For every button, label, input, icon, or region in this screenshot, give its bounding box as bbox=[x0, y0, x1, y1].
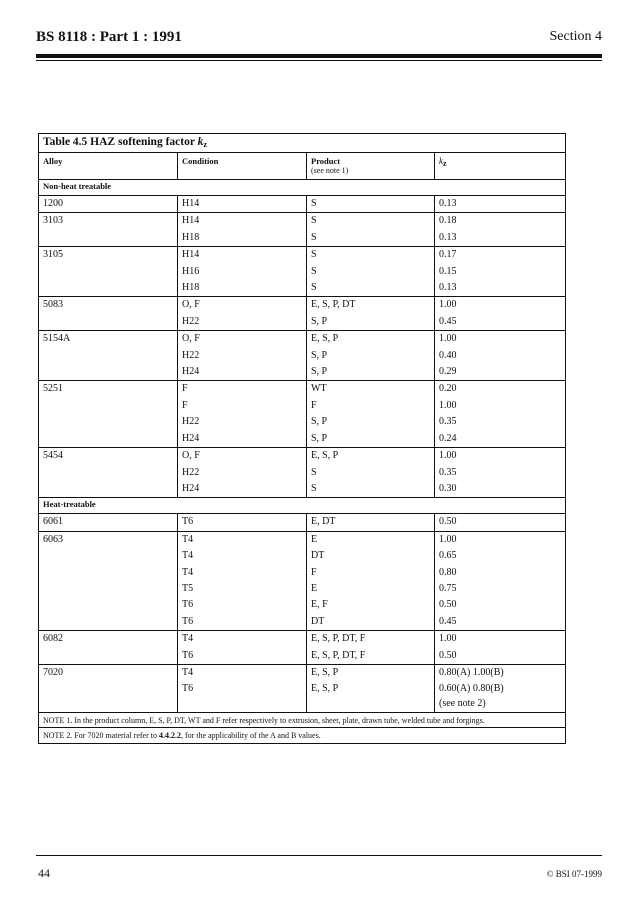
page-number: 44 bbox=[38, 866, 50, 880]
alloy-cell bbox=[39, 581, 178, 597]
kz-cell: 0.75 bbox=[435, 581, 566, 597]
kz-cell: 0.50 bbox=[435, 648, 566, 665]
condition-cell: H16 bbox=[178, 264, 307, 280]
table-title bbox=[38, 133, 566, 152]
kz-cell: 0.13 bbox=[435, 280, 566, 297]
table-row bbox=[39, 614, 566, 631]
product-cell: S bbox=[307, 465, 435, 481]
alloy-cell bbox=[39, 481, 178, 498]
product-cell: DT bbox=[307, 614, 435, 631]
condition-cell: H24 bbox=[178, 431, 307, 448]
table-row bbox=[39, 213, 566, 230]
condition-cell: T4 bbox=[178, 664, 307, 681]
product-cell: E, S, P, DT, F bbox=[307, 648, 435, 665]
kz-cell: 0.80(A) 1.00(B) bbox=[435, 664, 566, 681]
product-cell: S, P bbox=[307, 348, 435, 364]
alloy-cell: 1200 bbox=[39, 196, 178, 213]
alloy-cell bbox=[39, 230, 178, 247]
product-cell: S, P bbox=[307, 414, 435, 430]
condition-cell: H22 bbox=[178, 414, 307, 430]
product-cell: S bbox=[307, 247, 435, 264]
product-cell: E, S, P bbox=[307, 448, 435, 465]
table-row bbox=[39, 364, 566, 381]
header-rule-thick bbox=[36, 54, 602, 58]
kz-cell: 0.80 bbox=[435, 565, 566, 581]
column-header-condition: Condition bbox=[178, 153, 307, 180]
column-header-kz bbox=[435, 153, 566, 180]
condition-cell: T4 bbox=[178, 631, 307, 648]
condition-cell: T6 bbox=[178, 614, 307, 631]
alloy-cell bbox=[39, 264, 178, 280]
table-row bbox=[39, 531, 566, 548]
kz-cell: 0.45 bbox=[435, 314, 566, 331]
alloy-cell: 3103 bbox=[39, 213, 178, 230]
group-header-row bbox=[39, 180, 566, 196]
table-row bbox=[39, 648, 566, 665]
table-row bbox=[39, 314, 566, 331]
product-cell: E bbox=[307, 531, 435, 548]
table-row bbox=[39, 431, 566, 448]
alloy-cell bbox=[39, 614, 178, 631]
group-header-row bbox=[39, 498, 566, 514]
table-row bbox=[39, 681, 566, 712]
table-row bbox=[39, 230, 566, 247]
kz-cell: 1.00 bbox=[435, 448, 566, 465]
table-row bbox=[39, 448, 566, 465]
condition-cell: O, F bbox=[178, 297, 307, 314]
condition-cell: O, F bbox=[178, 331, 307, 348]
table-row bbox=[39, 414, 566, 430]
condition-cell: F bbox=[178, 381, 307, 398]
condition-cell: T4 bbox=[178, 565, 307, 581]
kz-cell: 0.65 bbox=[435, 548, 566, 564]
table-note-1: NOTE 1. In the product column, E, S, P, DT, WT and F refer respectively to extrusion, sheet, plate, drawn tube, welded tube and forgings. bbox=[39, 713, 566, 728]
column-header-product bbox=[307, 153, 435, 180]
kz-cell: 0.13 bbox=[435, 196, 566, 213]
alloy-cell bbox=[39, 548, 178, 564]
table-title-kz-symbol: k bbox=[197, 136, 204, 148]
table-row bbox=[39, 465, 566, 481]
kz-cell: 0.60(A) 0.80(B) (see note 2) bbox=[435, 681, 566, 712]
column-header-alloy: Alloy bbox=[39, 153, 178, 180]
product-cell: E, DT bbox=[307, 514, 435, 531]
footer-rule bbox=[36, 855, 602, 856]
alloy-cell bbox=[39, 597, 178, 613]
alloy-cell bbox=[39, 465, 178, 481]
condition-cell: H14 bbox=[178, 213, 307, 230]
kz-cell: 0.13 bbox=[435, 230, 566, 247]
table-row bbox=[39, 664, 566, 681]
kz-cell: 0.24 bbox=[435, 431, 566, 448]
alloy-cell bbox=[39, 414, 178, 430]
alloy-cell: 5083 bbox=[39, 297, 178, 314]
kz-cell: 0.40 bbox=[435, 348, 566, 364]
table-title-text: Table 4.5 HAZ softening factor bbox=[43, 136, 198, 148]
condition-cell: H14 bbox=[178, 196, 307, 213]
product-cell: S, P bbox=[307, 431, 435, 448]
table-row bbox=[39, 565, 566, 581]
alloy-cell bbox=[39, 648, 178, 665]
alloy-cell bbox=[39, 314, 178, 331]
section-label: Section 4 bbox=[549, 29, 602, 44]
alloy-cell bbox=[39, 565, 178, 581]
product-cell: S bbox=[307, 280, 435, 297]
alloy-cell: 5251 bbox=[39, 381, 178, 398]
kz-cell: 0.20 bbox=[435, 381, 566, 398]
kz-cell: 0.35 bbox=[435, 465, 566, 481]
copyright-notice: © BSI 07-1999 bbox=[546, 869, 602, 879]
product-cell: E, S, P bbox=[307, 664, 435, 681]
note-row-2 bbox=[39, 728, 566, 744]
table-row bbox=[39, 381, 566, 398]
product-cell: DT bbox=[307, 548, 435, 564]
product-cell: S bbox=[307, 213, 435, 230]
kz-cell: 1.00 bbox=[435, 398, 566, 414]
product-cell: F bbox=[307, 398, 435, 414]
alloy-cell: 7020 bbox=[39, 664, 178, 681]
condition-cell: H22 bbox=[178, 348, 307, 364]
product-cell: S bbox=[307, 196, 435, 213]
note-row-1 bbox=[39, 713, 566, 728]
condition-cell: T6 bbox=[178, 597, 307, 613]
haz-softening-table bbox=[38, 133, 566, 744]
condition-cell: T4 bbox=[178, 531, 307, 548]
table-note-2-text-end: , for the applicability of the A and B values. bbox=[180, 731, 321, 741]
condition-cell: H22 bbox=[178, 465, 307, 481]
condition-cell: H24 bbox=[178, 481, 307, 498]
table-row bbox=[39, 247, 566, 264]
table-row bbox=[39, 514, 566, 531]
product-cell: S bbox=[307, 230, 435, 247]
product-cell: E, S, P, DT bbox=[307, 297, 435, 314]
condition-cell: T6 bbox=[178, 648, 307, 665]
table-body bbox=[39, 180, 566, 713]
kz-cell: 0.18 bbox=[435, 213, 566, 230]
alloy-cell: 3105 bbox=[39, 247, 178, 264]
product-cell: E, S, P, DT, F bbox=[307, 631, 435, 648]
kz-cell: 0.50 bbox=[435, 597, 566, 613]
alloy-cell: 5154A bbox=[39, 331, 178, 348]
product-cell: S bbox=[307, 481, 435, 498]
kz-cell: 0.50 bbox=[435, 514, 566, 531]
alloy-cell bbox=[39, 431, 178, 448]
table-row bbox=[39, 481, 566, 498]
alloy-cell bbox=[39, 681, 178, 712]
group-label: Non-heat treatable bbox=[39, 180, 566, 196]
table-row bbox=[39, 331, 566, 348]
alloy-cell bbox=[39, 364, 178, 381]
condition-cell: H18 bbox=[178, 230, 307, 247]
condition-cell: H18 bbox=[178, 280, 307, 297]
column-header-product-label: Product bbox=[311, 156, 341, 166]
product-cell: E, F bbox=[307, 597, 435, 613]
condition-cell: F bbox=[178, 398, 307, 414]
kz-cell: 0.15 bbox=[435, 264, 566, 280]
product-cell: S, P bbox=[307, 364, 435, 381]
table-row bbox=[39, 297, 566, 314]
product-cell: E bbox=[307, 581, 435, 597]
kz-cell: 1.00 bbox=[435, 631, 566, 648]
alloy-cell bbox=[39, 348, 178, 364]
table-row bbox=[39, 597, 566, 613]
column-header-kz-symbol: k bbox=[439, 156, 443, 166]
document-title: BS 8118 : Part 1 : 1991 bbox=[36, 29, 182, 45]
condition-cell: T6 bbox=[178, 514, 307, 531]
table-row bbox=[39, 398, 566, 414]
condition-cell: T4 bbox=[178, 548, 307, 564]
product-cell: E, S, P bbox=[307, 681, 435, 712]
alloy-cell bbox=[39, 398, 178, 414]
table-row bbox=[39, 196, 566, 213]
alloy-cell: 6082 bbox=[39, 631, 178, 648]
alloy-cell bbox=[39, 280, 178, 297]
table-row bbox=[39, 348, 566, 364]
product-cell: S bbox=[307, 264, 435, 280]
kz-cell: 0.35 bbox=[435, 414, 566, 430]
alloy-cell: 6063 bbox=[39, 531, 178, 548]
group-label: Heat-treatable bbox=[39, 498, 566, 514]
kz-cell: 0.30 bbox=[435, 481, 566, 498]
product-cell: S, P bbox=[307, 314, 435, 331]
condition-cell: H22 bbox=[178, 314, 307, 331]
header-rule-thin bbox=[36, 60, 602, 61]
column-header-product-note: (see note 1) bbox=[311, 166, 349, 175]
table-note-2 bbox=[39, 728, 566, 744]
table-row bbox=[39, 264, 566, 280]
column-header-kz-subscript: z bbox=[443, 159, 447, 168]
condition-cell: T6 bbox=[178, 681, 307, 712]
table-row bbox=[39, 631, 566, 648]
condition-cell: H14 bbox=[178, 247, 307, 264]
table-note-2-reference: 4.4.2.2 bbox=[158, 731, 181, 741]
table-row bbox=[39, 581, 566, 597]
kz-cell: 0.17 bbox=[435, 247, 566, 264]
page-header bbox=[36, 29, 602, 51]
product-cell: E, S, P bbox=[307, 331, 435, 348]
kz-cell: 0.29 bbox=[435, 364, 566, 381]
alloy-cell: 5454 bbox=[39, 448, 178, 465]
product-cell: F bbox=[307, 565, 435, 581]
condition-cell: T5 bbox=[178, 581, 307, 597]
condition-cell: O, F bbox=[178, 448, 307, 465]
table-title-kz-subscript: z bbox=[203, 140, 207, 149]
table-row bbox=[39, 280, 566, 297]
kz-cell: 0.45 bbox=[435, 614, 566, 631]
table-note-2-text-start: NOTE 2. For 7020 material refer to bbox=[43, 731, 159, 741]
kz-cell: 1.00 bbox=[435, 331, 566, 348]
alloy-cell: 6061 bbox=[39, 514, 178, 531]
table-row bbox=[39, 548, 566, 564]
kz-cell: 1.00 bbox=[435, 297, 566, 314]
product-cell: WT bbox=[307, 381, 435, 398]
kz-cell: 1.00 bbox=[435, 531, 566, 548]
condition-cell: H24 bbox=[178, 364, 307, 381]
